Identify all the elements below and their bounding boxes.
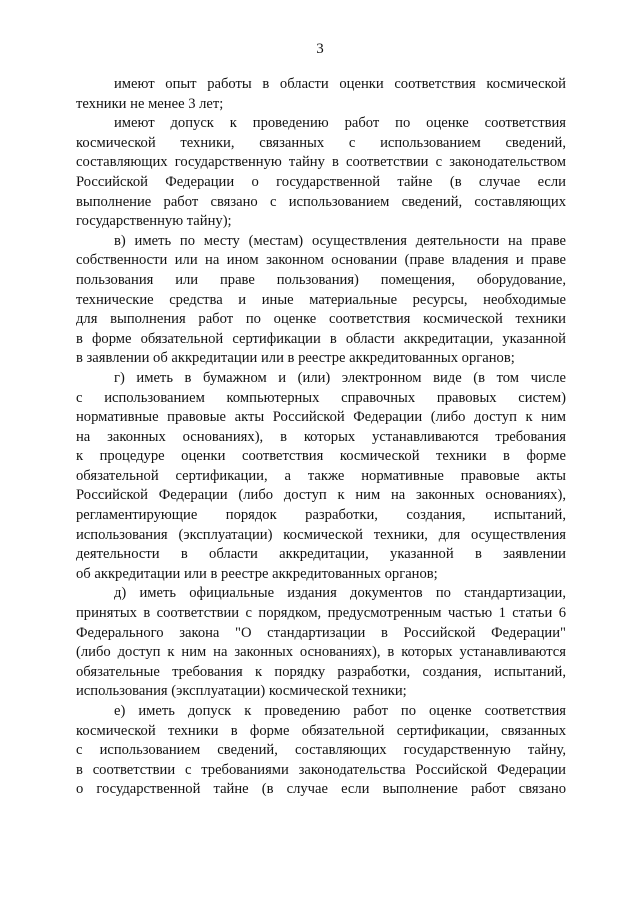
document-body [76, 75, 566, 800]
paragraph [76, 369, 566, 585]
text-line: д) иметь официальные издания документов по стандартизации, [114, 585, 566, 602]
text-line: с использованием сведений, составляющих государственную тайну, [76, 742, 566, 759]
text-line: космической техники, связанных с использованием сведений, [76, 134, 566, 151]
text-line: государственную тайну); [76, 213, 232, 230]
text-line: технические средства и иные материальные ресурсы, необходимые [76, 291, 566, 308]
text-line: е) иметь допуск к проведению работ по оценке соответствия [114, 703, 566, 719]
text-line: космической техники в форме обязательной сертификации, связанных [76, 722, 566, 739]
text-line: регламентирующие порядок разработки, создания, испытаний, [76, 507, 566, 524]
text-line: в) иметь по месту (местам) осуществления деятельности на праве [114, 232, 566, 249]
text-line: использования (эксплуатации) космической техники, для осуществления [76, 526, 566, 543]
paragraph [76, 75, 566, 114]
paragraph [76, 114, 566, 232]
text-line: пользования или праве пользования) помещения, оборудование, [76, 271, 566, 288]
text-line: о государственной тайне (в случае если выполнение работ связано [76, 781, 566, 798]
text-line: к процедуре оценки соответствия космической техники в форме [76, 448, 566, 465]
text-line: с использованием компьютерных справочных правовых систем) [76, 389, 566, 406]
text-line: в заявлении об аккредитации или в реестре аккредитованных органов; [76, 350, 515, 367]
paragraph [76, 232, 566, 369]
paragraph [76, 584, 566, 702]
text-line: техники не менее 3 лет; [76, 95, 224, 112]
text-line: на законных основаниях), в которых устанавливаются требования [76, 428, 566, 445]
text-line: для выполнения работ по оценке соответствия космической техники [76, 311, 566, 328]
text-line: деятельности в области аккредитации, указанной в заявлении [76, 546, 566, 563]
text-line: собственности или на ином законном основании (праве владения и праве [76, 252, 566, 269]
text-line: нормативные правовые акты Российской Федерации (либо доступ к ним [76, 409, 566, 426]
page-number: 3 [316, 41, 324, 57]
text-line: обязательные требования к порядку разработки, создания, испытаний, [76, 663, 566, 680]
text-line: Российской Федерации (либо доступ к ним на законных основаниях), [76, 487, 566, 504]
text-line: в соответствии с требованиями законодательства Российской Федерации [76, 761, 566, 778]
text-line: выполнение работ связано с использованием сведений, составляющих [76, 193, 566, 210]
text-line: имеют допуск к проведению работ по оценке соответствия [114, 115, 566, 132]
text-line: (либо доступ к ним на законных основаниях), в которых устанавливаются [76, 644, 566, 661]
text-line: в форме обязательной сертификации в области аккредитации, указанной [76, 330, 566, 347]
text-line: обязательной сертификации, а также нормативные правовые акты [76, 467, 566, 484]
text-line: имеют опыт работы в области оценки соответствия космической [114, 76, 566, 92]
text-line: Федерального закона "О стандартизации в Российской Федерации" [76, 624, 566, 641]
text-line: г) иметь в бумажном и (или) электронном виде (в том числе [114, 369, 566, 386]
paragraph [76, 702, 566, 800]
text-line: принятых в соответствии с порядком, предусмотренным частью 1 статьи 6 [76, 605, 566, 622]
text-line: об аккредитации или в реестре аккредитованных органов; [76, 565, 438, 582]
text-line: использования (эксплуатации) космической техники; [76, 683, 407, 700]
text-line: составляющих государственную тайну в соответствии с законодательством [76, 154, 566, 171]
text-line: Российской Федерации о государственной тайне (в случае если [76, 173, 566, 190]
